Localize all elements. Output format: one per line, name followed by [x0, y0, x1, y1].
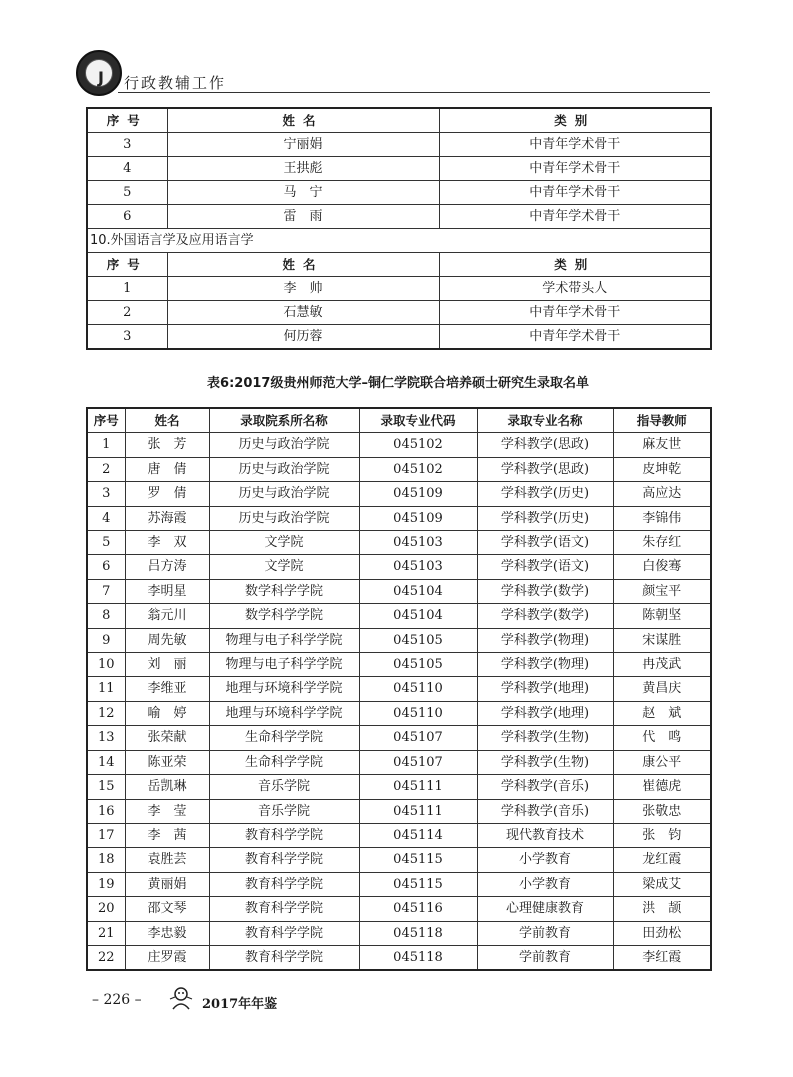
table-row — [87, 872, 711, 896]
table-cell: 学科教学(物理) — [477, 628, 613, 652]
table-cell: 045107 — [359, 726, 477, 750]
table-cell: 刘 丽 — [125, 653, 209, 677]
table-cell: 12 — [87, 701, 125, 725]
table-cell: 王拱彪 — [167, 157, 439, 181]
table-row — [87, 750, 711, 774]
table-cell: 045105 — [359, 628, 477, 652]
table-cell: 045104 — [359, 604, 477, 628]
column-header: 类别 — [439, 253, 711, 277]
table-cell: 庄罗霞 — [125, 945, 209, 970]
table-cell: 生命科学学院 — [209, 750, 359, 774]
table-cell: 黄昌庆 — [613, 677, 711, 701]
table-row — [87, 325, 711, 350]
table-cell: 雷 雨 — [167, 205, 439, 229]
column-header: 录取专业名称 — [477, 408, 613, 433]
table-cell: 教育科学学院 — [209, 848, 359, 872]
logo-mark-icon: J — [98, 68, 104, 87]
table-row — [87, 133, 711, 157]
table-row — [87, 555, 711, 579]
column-header: 姓名 — [125, 408, 209, 433]
table-cell: 数学科学学院 — [209, 579, 359, 603]
table-cell: 学术带头人 — [439, 277, 711, 301]
table-cell: 冉茂武 — [613, 653, 711, 677]
table-cell: 3 — [87, 482, 125, 506]
column-header: 姓名 — [167, 253, 439, 277]
table-cell: 18 — [87, 848, 125, 872]
table-cell: 崔德虎 — [613, 775, 711, 799]
table-cell: 康公平 — [613, 750, 711, 774]
table-cell: 1 — [87, 433, 125, 457]
table-row — [87, 628, 711, 652]
table-cell: 朱存红 — [613, 531, 711, 555]
table-cell: 历史与政治学院 — [209, 433, 359, 457]
table-cell: 中青年学术骨干 — [439, 157, 711, 181]
table-cell: 4 — [87, 506, 125, 530]
table-cell: 小学教育 — [477, 872, 613, 896]
table-cell: 李红霞 — [613, 945, 711, 970]
table-cell: 陈朝坚 — [613, 604, 711, 628]
table-cell: 045109 — [359, 482, 477, 506]
table-cell: 3 — [87, 133, 167, 157]
table-cell: 学科教学(音乐) — [477, 799, 613, 823]
table-row — [87, 301, 711, 325]
table-cell: 045103 — [359, 555, 477, 579]
column-header: 录取专业代码 — [359, 408, 477, 433]
table-cell: 生命科学学院 — [209, 726, 359, 750]
table-cell: 5 — [87, 531, 125, 555]
table-cell: 学科教学(思政) — [477, 457, 613, 481]
table-cell: 高应达 — [613, 482, 711, 506]
table-cell: 学科教学(生物) — [477, 750, 613, 774]
table-header-row — [87, 108, 711, 133]
table-cell: 21 — [87, 921, 125, 945]
table1-body-2 — [87, 277, 711, 350]
table-cell: 宋谋胜 — [613, 628, 711, 652]
table-cell: 洪 颉 — [613, 897, 711, 921]
table-row — [87, 433, 711, 457]
table-cell: 学科教学(物理) — [477, 653, 613, 677]
table-row — [87, 945, 711, 970]
table-cell: 李 茜 — [125, 823, 209, 847]
table-cell: 文学院 — [209, 531, 359, 555]
table-row — [87, 277, 711, 301]
table-cell: 皮坤乾 — [613, 457, 711, 481]
table-cell: 袁胜芸 — [125, 848, 209, 872]
table-cell: 历史与政治学院 — [209, 482, 359, 506]
table-cell: 14 — [87, 750, 125, 774]
table-cell: 11 — [87, 677, 125, 701]
page-number: – 226 – — [92, 992, 142, 1008]
table-cell: 4 — [87, 157, 167, 181]
table-cell: 李明星 — [125, 579, 209, 603]
table-row — [87, 482, 711, 506]
table-header-row — [87, 408, 711, 433]
table-cell: 7 — [87, 579, 125, 603]
table-cell: 1 — [87, 277, 167, 301]
table-cell: 唐 倩 — [125, 457, 209, 481]
table-row — [87, 823, 711, 847]
table-cell: 李 帅 — [167, 277, 439, 301]
table-row — [87, 726, 711, 750]
university-logo — [76, 50, 122, 96]
table-row — [87, 848, 711, 872]
table-cell: 045111 — [359, 799, 477, 823]
table-cell: 学科教学(地理) — [477, 701, 613, 725]
table-cell: 现代教育技术 — [477, 823, 613, 847]
table-cell: 10 — [87, 653, 125, 677]
table-cell: 3 — [87, 325, 167, 350]
table-cell: 地理与环境科学学院 — [209, 701, 359, 725]
table-cell: 学科教学(音乐) — [477, 775, 613, 799]
table-cell: 学科教学(语文) — [477, 531, 613, 555]
table-cell: 045107 — [359, 750, 477, 774]
table-cell: 2 — [87, 301, 167, 325]
table-cell: 颜宝平 — [613, 579, 711, 603]
table-cell: 石慧敏 — [167, 301, 439, 325]
table-cell: 麻友世 — [613, 433, 711, 457]
table-cell: 喻 婷 — [125, 701, 209, 725]
table-cell: 田劲松 — [613, 921, 711, 945]
logo-seal — [85, 59, 113, 87]
column-header: 类别 — [439, 108, 711, 133]
table-cell: 教育科学学院 — [209, 823, 359, 847]
table-cell: 045118 — [359, 945, 477, 970]
table-row — [87, 579, 711, 603]
table-cell: 学科教学(历史) — [477, 506, 613, 530]
table-cell: 16 — [87, 799, 125, 823]
table-cell: 045110 — [359, 677, 477, 701]
table-cell: 教育科学学院 — [209, 872, 359, 896]
table-cell: 小学教育 — [477, 848, 613, 872]
table-cell: 22 — [87, 945, 125, 970]
column-header: 指导教师 — [613, 408, 711, 433]
table-cell: 学科教学(语文) — [477, 555, 613, 579]
table-cell: 学科教学(历史) — [477, 482, 613, 506]
mascot-icon — [168, 985, 194, 1011]
table-cell: 黄丽娟 — [125, 872, 209, 896]
table-row — [87, 677, 711, 701]
table-cell: 045102 — [359, 457, 477, 481]
table-cell: 张荣献 — [125, 726, 209, 750]
table-cell: 物理与电子科学学院 — [209, 628, 359, 652]
table-cell: 学科教学(数学) — [477, 604, 613, 628]
table-cell: 教育科学学院 — [209, 945, 359, 970]
table1-body — [87, 133, 711, 229]
table-cell: 17 — [87, 823, 125, 847]
table-cell: 学科教学(思政) — [477, 433, 613, 457]
table-row — [87, 604, 711, 628]
table-cell: 中青年学术骨干 — [439, 181, 711, 205]
table-cell: 中青年学术骨干 — [439, 133, 711, 157]
table-cell: 045109 — [359, 506, 477, 530]
table-cell: 周先敏 — [125, 628, 209, 652]
table-cell: 李忠毅 — [125, 921, 209, 945]
table-cell: 梁成艾 — [613, 872, 711, 896]
table-row — [87, 897, 711, 921]
table2-body — [87, 433, 711, 970]
table-cell: 李锦伟 — [613, 506, 711, 530]
table-cell: 045116 — [359, 897, 477, 921]
table-cell: 历史与政治学院 — [209, 457, 359, 481]
table-cell: 岳凯琳 — [125, 775, 209, 799]
table-cell: 8 — [87, 604, 125, 628]
table-cell: 学科教学(数学) — [477, 579, 613, 603]
table-cell: 罗 倩 — [125, 482, 209, 506]
table-cell: 苏海霞 — [125, 506, 209, 530]
table-cell: 数学科学学院 — [209, 604, 359, 628]
table-cell: 5 — [87, 181, 167, 205]
table-row — [87, 157, 711, 181]
table-cell: 邵文琴 — [125, 897, 209, 921]
table-cell: 2 — [87, 457, 125, 481]
table-cell: 045102 — [359, 433, 477, 457]
table-cell: 陈亚荣 — [125, 750, 209, 774]
table-cell: 045111 — [359, 775, 477, 799]
table-cell: 9 — [87, 628, 125, 652]
table-cell: 中青年学术骨干 — [439, 301, 711, 325]
admission-list-table — [86, 407, 712, 971]
table-row — [87, 181, 711, 205]
table-cell: 学科教学(生物) — [477, 726, 613, 750]
table-cell: 13 — [87, 726, 125, 750]
table-row — [87, 506, 711, 530]
table-cell: 中青年学术骨干 — [439, 325, 711, 350]
table-cell: 吕方涛 — [125, 555, 209, 579]
table-row — [87, 653, 711, 677]
table-cell: 宁丽娟 — [167, 133, 439, 157]
table-cell: 张 钧 — [613, 823, 711, 847]
table-cell: 19 — [87, 872, 125, 896]
table-cell: 心理健康教育 — [477, 897, 613, 921]
table-header-row — [87, 253, 711, 277]
page-header — [0, 0, 793, 100]
table-cell: 045118 — [359, 921, 477, 945]
table-cell: 6 — [87, 205, 167, 229]
table-cell: 045115 — [359, 872, 477, 896]
table-cell: 6 — [87, 555, 125, 579]
table-caption: 表6:2017级贵州师范大学–铜仁学院联合培养硕士研究生录取名单 — [207, 376, 589, 391]
table-cell: 学前教育 — [477, 921, 613, 945]
table-cell: 文学院 — [209, 555, 359, 579]
table-row — [87, 457, 711, 481]
table-cell: 代 鸣 — [613, 726, 711, 750]
column-header: 序号 — [87, 108, 167, 133]
table-cell: 赵 斌 — [613, 701, 711, 725]
discipline-subheading: 10.外国语言学及应用语言学 — [87, 229, 711, 253]
table-cell: 20 — [87, 897, 125, 921]
table-row — [87, 921, 711, 945]
discipline-personnel-table — [86, 107, 712, 350]
section-title: 行政教辅工作 — [124, 74, 227, 92]
table-cell: 15 — [87, 775, 125, 799]
table-cell: 教育科学学院 — [209, 897, 359, 921]
table-cell: 李维亚 — [125, 677, 209, 701]
page-footer — [0, 985, 793, 1025]
table-cell: 白俊骞 — [613, 555, 711, 579]
table-cell: 历史与政治学院 — [209, 506, 359, 530]
table-cell: 李 莹 — [125, 799, 209, 823]
table-cell: 马 宁 — [167, 181, 439, 205]
column-header: 录取院系所名称 — [209, 408, 359, 433]
table-cell: 音乐学院 — [209, 775, 359, 799]
table-cell: 何历蓉 — [167, 325, 439, 350]
column-header: 序号 — [87, 253, 167, 277]
table-row — [87, 531, 711, 555]
table-row — [87, 775, 711, 799]
table-cell: 物理与电子科学学院 — [209, 653, 359, 677]
column-header: 姓名 — [167, 108, 439, 133]
table-cell: 龙红霞 — [613, 848, 711, 872]
table-cell: 李 双 — [125, 531, 209, 555]
table-cell: 地理与环境科学学院 — [209, 677, 359, 701]
table-cell: 045115 — [359, 848, 477, 872]
table-cell: 教育科学学院 — [209, 921, 359, 945]
table-cell: 张敬忠 — [613, 799, 711, 823]
table-cell: 045105 — [359, 653, 477, 677]
table-cell: 045114 — [359, 823, 477, 847]
yearbook-title: 2017年年鉴 — [202, 997, 278, 1012]
column-header: 序号 — [87, 408, 125, 433]
table-row — [87, 701, 711, 725]
table-cell: 中青年学术骨干 — [439, 205, 711, 229]
table-row — [87, 799, 711, 823]
table-cell: 045110 — [359, 701, 477, 725]
table-cell: 学科教学(地理) — [477, 677, 613, 701]
table-cell: 张 芳 — [125, 433, 209, 457]
table-cell: 学前教育 — [477, 945, 613, 970]
subheading-row — [87, 229, 711, 253]
table-row — [87, 205, 711, 229]
table-cell: 音乐学院 — [209, 799, 359, 823]
table-cell: 翁元川 — [125, 604, 209, 628]
header-divider — [118, 92, 710, 93]
table-cell: 045104 — [359, 579, 477, 603]
table-cell: 045103 — [359, 531, 477, 555]
